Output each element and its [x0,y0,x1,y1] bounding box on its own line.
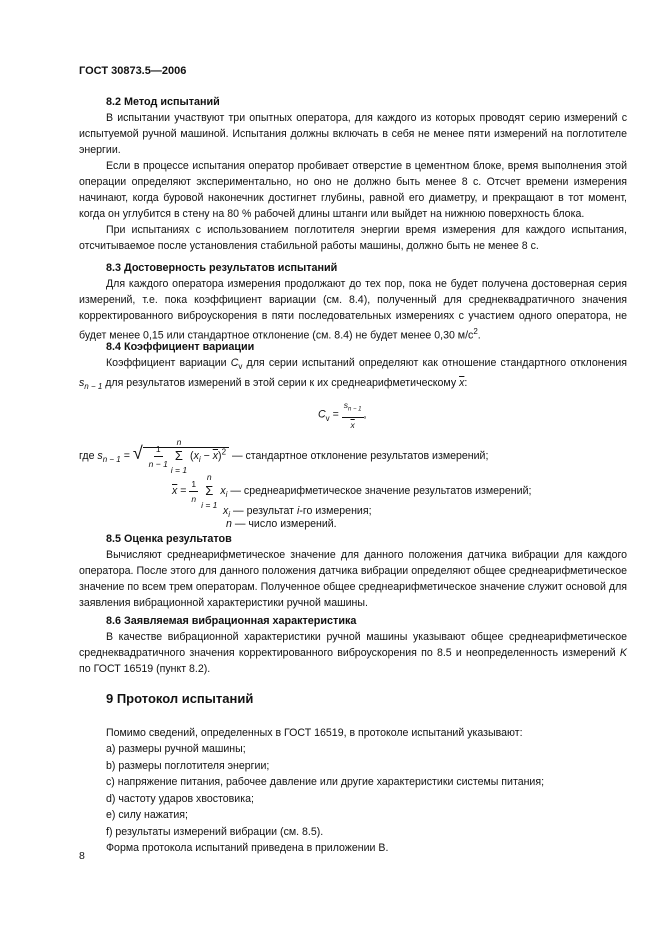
paragraph: Помимо сведений, определенных в ГОСТ 16519, в протоколе испытаний указывают: [106,727,523,739]
document-header: ГОСТ 30873.5—2006 [79,65,187,77]
section-8-4 [79,339,627,395]
section-8-5 [79,531,627,611]
paragraph: Коэффициент вариации $C_v$ для серии испытаний определяют как отношение стандартного отклонения $s_{n - 1}$ для результатов измерений в этой серии к их среднеарифметическому $\overline{x}$: [79,357,627,392]
requirements-list [79,741,627,840]
section-heading: 8.4 Коэффициент вариации [106,341,255,353]
paragraph: Вычисляют среднеарифметическое значение для данного положения датчика вибрации для каждого оператора. После этого для данного положения датчика вибрации определяют общее среднеарифметическое значение по всем трем операторам. Полученное общее среднеарифметическое значение служит основой для заявления вибрационной характеристики ручной машины. [79,549,627,609]
section-8-6 [79,613,627,677]
paragraph: В качестве вибрационной характеристики ручной машины указывают общее среднеарифметическое среднеквадратичного значения корректированного виброускорения по 8.5 и неопределенность измерений K по ГОСТ 16519 (пункт 8.2). [79,631,627,675]
paragraph: Если в процессе испытания оператор пробивает отверстие в цементном блоке, время выполнения этой операции определяют экспериментально, но оно не должно быть менее 8 с. Отсчет времени измерения начинают, когда буровой наконечник достигнет глубины, равной его диаметру, и прекращают в тот момент, когда он углубится в стену на 80 % рабочей длины штанги или выйдет на нижнюю поверхность блока. [79,160,627,220]
section-heading: 9 Протокол испытаний [106,691,254,706]
section-heading: 8.2 Метод испытаний [106,96,220,108]
paragraph: При испытаниях с использованием поглотителя энергии время измерения для каждого испытания, отсчитываемое после установления стабильной работы машины, должно быть не менее 8 с. [79,224,627,252]
list-item: d) частоту ударов хвостовика; [106,792,254,805]
sqrt-symbol: √ [132,442,143,463]
section-heading: 8.3 Достоверность результатов испытаний [106,262,338,274]
definition-xi: $x_i$ — результат i-го измерения; [223,505,372,520]
section-heading: 8.6 Заявляемая вибрационная характеристика [106,615,357,627]
section-9 [79,691,627,856]
list-item: e) силу нажатия; [106,809,188,821]
page-number: 8 [79,850,85,862]
section-8-3 [79,260,627,344]
list-item: a) размеры ручной машины; [106,743,246,755]
section-8-2 [79,94,627,254]
list-item: b) размеры поглотителя энергии; [106,759,270,772]
paragraph: Форма протокола испытаний приведена в приложении В. [106,842,389,854]
section-heading: 8.5 Оценка результатов [106,533,232,545]
formula-mean: $\overline{x}$ = $\frac{1}{n}$ n Σ i = 1 $x_i$ — среднеарифметическое значение результатов измерений; [172,472,532,510]
formula-cv: $C_v$ = $\frac{s_{n - 1}}{x}$ , [318,400,367,430]
paragraph: В испытании участвуют три опытных оператора, для каждого из которых проводят серию измерений с испытуемой ручной машиной. Испытания должны включать в себя не менее пяти измерений на поглотителе энергии. [79,112,627,156]
definition-n: n — число измерений. [226,518,337,530]
paragraph: Для каждого оператора измерения продолжают до тех пор, пока не будет получена достоверная серия измерений, т.е. пока коэффициент вариации (см. 8.4), полученный для среднеквадратичного значения корректированного виброускорения в пяти последовательных измерениях с участием одного оператора, не будет менее 0,15 или стандартное отклонение (см. 8.4) не будет менее 0,30 $м/с^2$. [79,278,627,342]
list-item: c) напряжение питания, рабочее давление или другие характеристики системы питания; [106,776,545,788]
formula-std-dev: где $s_{n - 1}$ = √ $\frac{1}{n - 1}$ n Σ i = 1 $(x_i - \overline{x})^2$ — стандартное отклонение результатов измерений; [79,437,489,475]
list-item: f) результаты измерений вибрации (см. 8.5). [106,825,324,838]
